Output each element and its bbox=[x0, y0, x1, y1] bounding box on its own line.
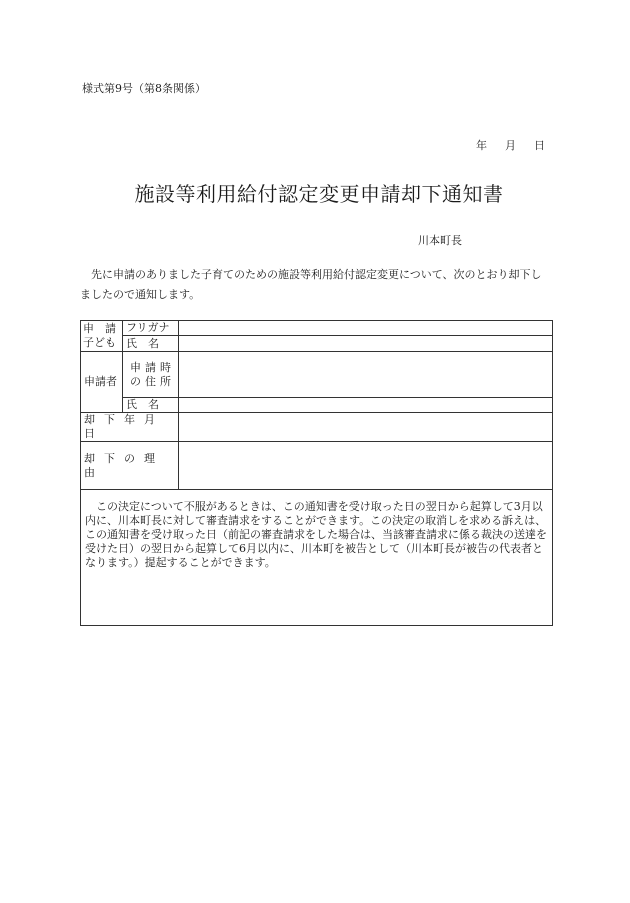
rejection-reason-value bbox=[179, 442, 553, 490]
notification-form-table bbox=[80, 320, 553, 626]
date-year-label: 年 bbox=[476, 139, 487, 152]
applicant-name-label: 氏 名 bbox=[123, 398, 179, 413]
furigana-label: フリガナ bbox=[123, 321, 179, 336]
rejection-date-label: 却下年月日 bbox=[81, 413, 179, 442]
form-number: 様式第9号（第8条関係） bbox=[82, 82, 206, 95]
document-title: 施設等利用給付認定変更申請却下通知書 bbox=[134, 182, 504, 206]
applicant-name-value bbox=[179, 398, 553, 413]
furigana-value bbox=[179, 321, 553, 336]
body-text: 先に申請のありました子育てのための施設等利用給付認定変更について、次のとおり却下しましたので通知します。 bbox=[80, 268, 542, 301]
address-label-line2: の住所 bbox=[130, 374, 175, 388]
child-name-label: 氏 名 bbox=[123, 336, 179, 352]
child-name-value bbox=[179, 336, 553, 352]
address-label-line1: 申請時 bbox=[130, 360, 175, 374]
address-value bbox=[179, 352, 553, 398]
date-month-label: 月 bbox=[505, 139, 516, 152]
address-label bbox=[123, 352, 179, 398]
applicant-group-label: 申請者 bbox=[81, 352, 123, 413]
rejection-date-value bbox=[179, 413, 553, 442]
child-group-label bbox=[81, 321, 123, 352]
date-day-label: 日 bbox=[534, 139, 545, 152]
rejection-reason-label: 却下の理由 bbox=[81, 442, 179, 490]
child-group-label-line1: 申 請 bbox=[83, 322, 116, 335]
child-group-label-line2: 子ども bbox=[83, 336, 116, 349]
issuer-name: 川本町長 bbox=[418, 234, 462, 247]
date-line bbox=[476, 137, 545, 153]
appeal-notice: この決定について不服があるときは、この通知書を受け取った日の翌日から起算して3月以内に、川本町長に対して審査請求をすることができます。この決定の取消しを求める訴えは、この通知書を受け取った日（前記の審査請求をした場合は、当該審査請求に係る裁決の送達を受けた日）の翌日から起算して6月以内に、川本町を被告として（川本町長が被告の代表者となります。）提起することができます。 bbox=[81, 490, 553, 626]
